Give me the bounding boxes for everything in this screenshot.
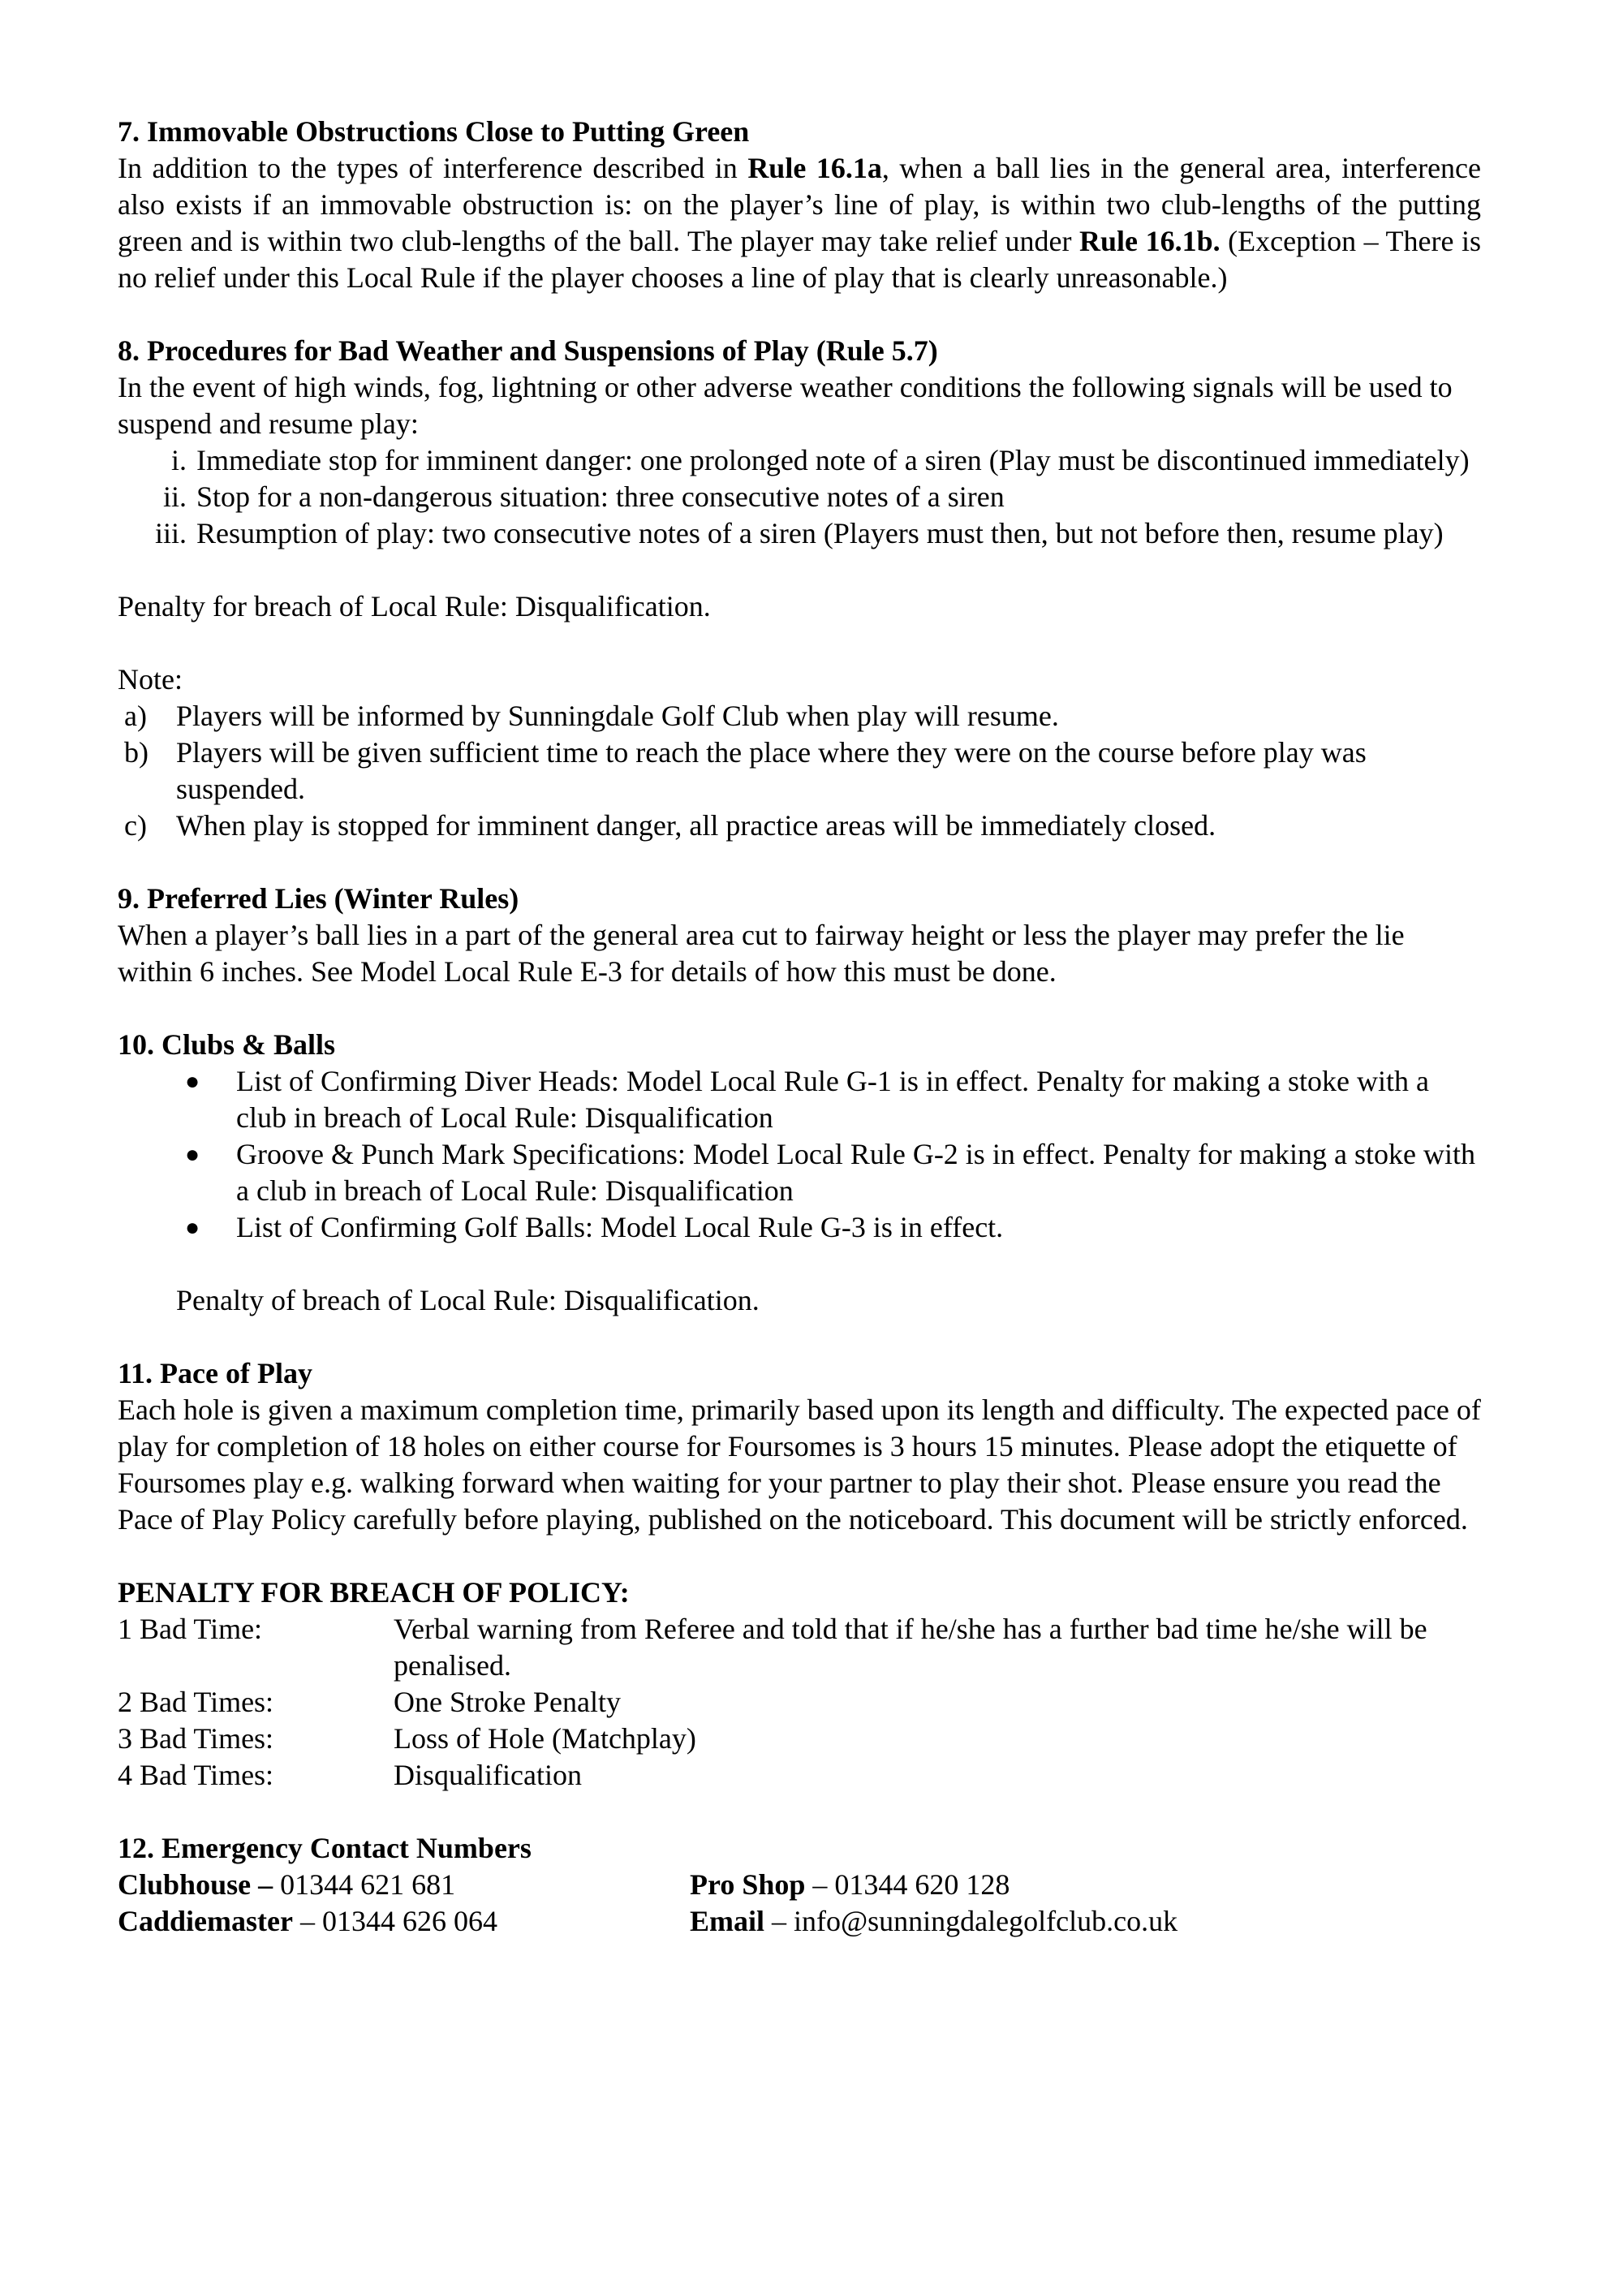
section-10-title: 10. Clubs & Balls [118,1028,336,1061]
penalty-label: 4 Bad Times: [118,1759,274,1791]
bullet-icon: ● [185,1141,200,1168]
bullet-icon: ● [185,1214,200,1241]
section-8-intro: In the event of high winds, fog, lightning or other adverse weather conditions the following signals will be used to suspend and resume play: [118,371,1453,440]
penalty-table [118,1611,1481,1794]
list-item: ● List of Confirming Diver Heads: Model Local Rule G-1 is in effect. Penalty for making a stoke with a club in breach of Local Rule: Disqualification [185,1065,1430,1134]
list-item: ● Groove & Punch Mark Specifications: Model Local Rule G-2 is in effect. Penalty for making a stoke with a club in breach of Local Rule: Disqualification [185,1138,1475,1207]
section-9-title: 9. Preferred Lies (Winter Rules) [118,882,519,915]
list-item: ii. Stop for a non-dangerous situation: three consecutive notes of a siren [162,480,1005,513]
penalty-value: Loss of Hole (Matchplay) [394,1722,696,1755]
document-page [118,114,1481,1940]
list-item: b) Players will be given sufficient time to reach the place where they were on the course before play was suspended. [124,736,1367,805]
signal-list [118,442,1481,552]
section-7-title: 7. Immovable Obstructions Close to Putting Green [118,115,750,148]
note-label: Note: [118,663,183,696]
contact-email: Email – info@sunningdalegolfclub.co.uk [690,1905,1178,1937]
bullet-icon: ● [185,1068,200,1095]
section-11-title: 11. Pace of Play [118,1357,312,1389]
list-item: iii. Resumption of play: two consecutive notes of a siren (Players must then, but not before then, resume play) [154,517,1444,549]
list-item: ● List of Confirming Golf Balls: Model Local Rule G-3 is in effect. [118,1209,1481,1246]
section-11-body: Each hole is given a maximum completion time, primarily based upon its length and difficulty. The expected pace of play for completion of 18 holes on either course for Foursomes is 3 hours 15 minutes. Please adopt the etiquette of Foursomes play e.g. walking forward when waiting for your partner to play their shot. Please ensure you read the Pace of Play Policy carefully before playing, published on the noticeboard. This document will be strictly enforced. [118,1394,1481,1536]
penalty-value: Disqualification [394,1759,582,1791]
list-item: a) Players will be informed by Sunningdale Golf Club when play will resume. [124,700,1059,732]
list-item: i. Immediate stop for imminent danger: one prolonged note of a siren (Play must be discontinued immediately) [170,444,1470,476]
section-7-body: In addition to the types of interference described in Rule 16.1a, when a ball lies in the general area, interference also exists if an immovable obstruction is: on the player’s line of play, is within two club-lengths of the putting green and is within two club-lengths of the ball. The player may take relief under Rule 16.1b. (Exception – There is no relief under this Local Rule if the player chooses a line of play that is clearly unreasonable.) [118,152,1482,294]
section-8-penalty: Penalty for breach of Local Rule: Disqualification. [118,590,711,622]
note-list [118,698,1481,844]
contact-grid [118,1867,1481,1940]
contact-clubhouse: Clubhouse – 01344 621 681 [118,1868,456,1901]
section-8-title: 8. Procedures for Bad Weather and Suspensions of Play (Rule 5.7) [118,334,938,367]
section-10-penalty: Penalty of breach of Local Rule: Disqualification. [176,1284,760,1316]
penalty-policy-title: PENALTY FOR BREACH OF POLICY: [118,1576,630,1609]
contact-caddiemaster: Caddiemaster – 01344 626 064 [118,1905,497,1937]
penalty-label: 3 Bad Times: [118,1722,274,1755]
section-12-title: 12. Emergency Contact Numbers [118,1832,532,1864]
penalty-label: 1 Bad Time: [118,1613,263,1645]
section-9-body: When a player’s ball lies in a part of the general area cut to fairway height or less the player may prefer the lie within 6 inches. See Model Local Rule E-3 for details of how this must be done. [118,919,1405,988]
penalty-value: Verbal warning from Referee and told that if he/she has a further bad time he/she will be penalised. [394,1613,1427,1682]
clubs-balls-list [118,1063,1481,1246]
contact-pro-shop: Pro Shop – 01344 620 128 [690,1868,1010,1901]
penalty-value: One Stroke Penalty [394,1686,621,1718]
penalty-label: 2 Bad Times: [118,1686,274,1718]
list-item: c) When play is stopped for imminent danger, all practice areas will be immediately closed. [124,809,1216,842]
